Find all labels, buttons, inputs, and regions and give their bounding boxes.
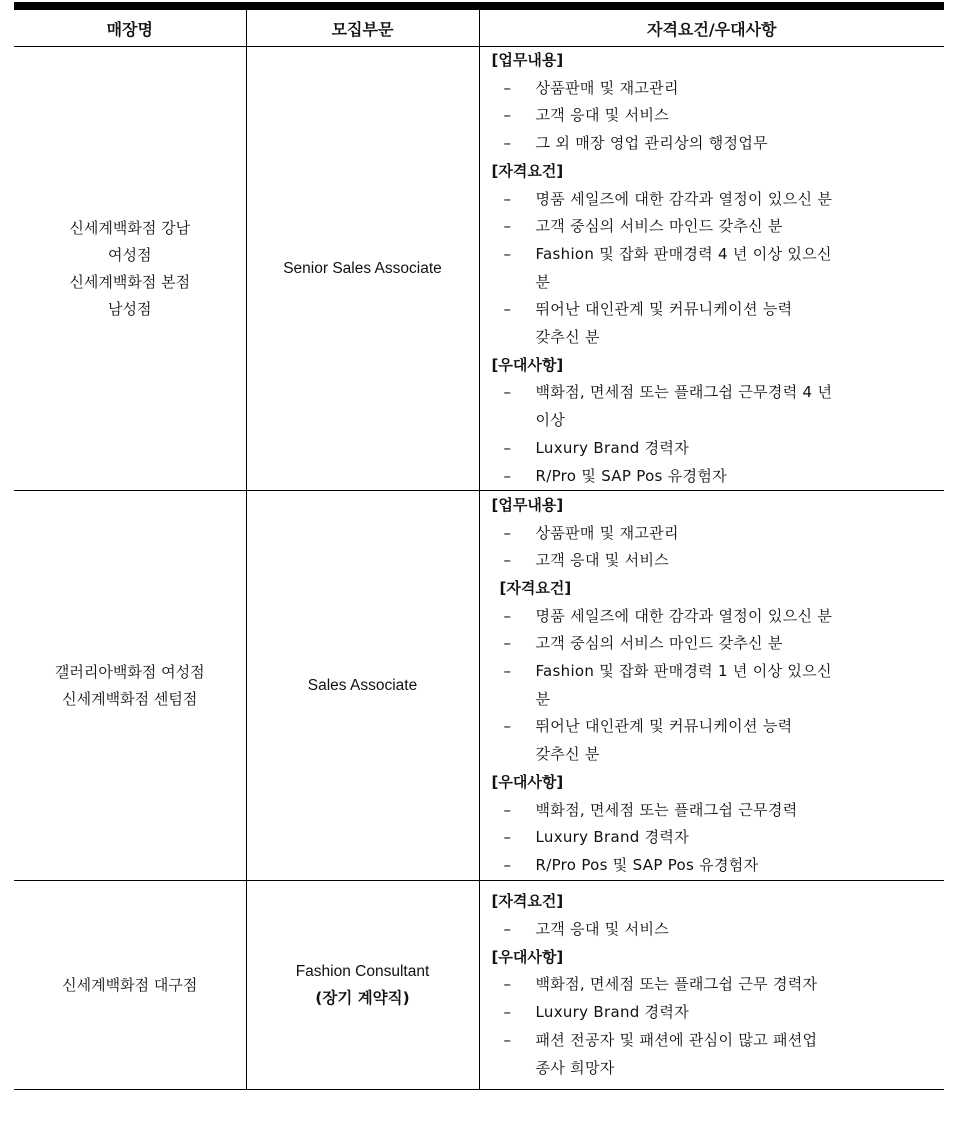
requirement-item (492, 999, 945, 1027)
position-title: Fashion Consultant (295, 963, 430, 981)
store-name-line: 신세계백화점 센텀점 (62, 689, 198, 708)
requirement-text: Luxury Brand 경력자 (535, 828, 690, 847)
requirement-text: R/Pro 및 SAP Pos 유경험자 (535, 466, 727, 485)
dash-bullet: – (503, 244, 512, 263)
store-name-line: 남성점 (108, 299, 152, 318)
position-subtitle: (장기 계약직) (315, 989, 410, 1008)
requirement-item (492, 296, 945, 351)
recruitment-sheet (14, 0, 944, 1090)
dash-bullet: – (503, 466, 512, 485)
store-cell (14, 47, 246, 491)
dash-bullet: – (503, 551, 512, 570)
recruitment-table (14, 8, 944, 1090)
requirement-text: Fashion 및 잡화 판매경력 1 년 이상 있으신 (535, 662, 832, 681)
store-name-line: 신세계백화점 본점 (69, 272, 191, 291)
requirement-text: Luxury Brand 경력자 (535, 1003, 690, 1022)
requirement-text: 고객 중심의 서비스 마인드 갖추신 분 (535, 634, 783, 653)
requirement-item (492, 916, 945, 944)
dash-bullet: – (503, 634, 512, 653)
section-title: [업무내용] (491, 495, 564, 514)
requirement-item (492, 630, 945, 658)
dash-bullet: – (503, 134, 512, 153)
dash-bullet: – (503, 217, 512, 236)
dash-bullet: – (503, 1003, 512, 1022)
dash-bullet: – (503, 919, 512, 938)
requirement-text: Luxury Brand 경력자 (535, 438, 690, 457)
requirement-text: 상품판매 및 재고관리 (535, 78, 679, 97)
requirement-text: Fashion 및 잡화 판매경력 4 년 이상 있으신 (535, 244, 832, 263)
store-name-line: 신세계백화점 강남 (69, 218, 191, 237)
requirement-item (492, 130, 945, 158)
header-requirements: 자격요건/우대사항 (479, 9, 944, 47)
section-title: [자격요건] (491, 892, 564, 911)
requirement-item (492, 971, 945, 999)
dash-bullet: – (503, 438, 512, 457)
requirement-text: 패션 전공자 및 패션에 관심이 많고 패션업 (535, 1030, 818, 1049)
requirement-text: 이상 (535, 411, 566, 430)
dash-bullet: – (503, 800, 512, 819)
requirement-text: 갖추신 분 (535, 745, 600, 764)
requirement-item (492, 603, 945, 631)
dash-bullet: – (503, 662, 512, 681)
dash-bullet: – (503, 717, 512, 736)
table-row (14, 47, 944, 491)
store-name-line: 갤러리아백화점 여성점 (54, 662, 205, 681)
requirement-item (492, 797, 945, 825)
requirement-text: 분 (535, 689, 551, 708)
requirement-item (492, 102, 945, 130)
requirements-cell (479, 881, 944, 1090)
dash-bullet: – (503, 828, 512, 847)
section-title: [자격요건] (491, 161, 564, 180)
requirement-text: 명품 세일즈에 대한 감각과 열정이 있으신 분 (535, 606, 833, 625)
requirement-text: 고객 응대 및 서비스 (535, 106, 670, 125)
header-position: 모집부문 (246, 9, 479, 47)
requirement-item (492, 824, 945, 852)
requirement-text: 뛰어난 대인관계 및 커뮤니케이션 능력 (535, 717, 793, 736)
dash-bullet: – (503, 106, 512, 125)
requirement-text: 명품 세일즈에 대한 감각과 열정이 있으신 분 (535, 189, 833, 208)
position-title: Senior Sales Associate (283, 260, 442, 278)
header-row (14, 9, 944, 47)
section-title: [우대사항] (491, 355, 564, 374)
section-title: [우대사항] (491, 772, 564, 791)
requirement-text: 고객 응대 및 서비스 (535, 919, 670, 938)
store-cell (14, 491, 246, 881)
requirement-item (492, 435, 945, 463)
requirement-text: 뛰어난 대인관계 및 커뮤니케이션 능력 (535, 300, 793, 319)
requirements-cell (479, 47, 944, 491)
dash-bullet: – (503, 78, 512, 97)
requirement-item (492, 1027, 945, 1082)
store-cell (14, 881, 246, 1090)
dash-bullet: – (503, 300, 512, 319)
section-title: [우대사항] (491, 947, 564, 966)
requirement-text: 그 외 매장 영업 관리상의 행정업무 (535, 134, 768, 153)
requirement-text: 종사 희망자 (535, 1058, 615, 1077)
section-title: [자격요건] (499, 578, 572, 597)
requirements-cell (479, 491, 944, 881)
requirement-item (492, 713, 945, 768)
dash-bullet: – (503, 1030, 512, 1049)
requirement-text: 분 (535, 272, 551, 291)
requirement-text: 고객 중심의 서비스 마인드 갖추신 분 (535, 217, 783, 236)
position-cell (246, 47, 479, 491)
requirement-item (492, 75, 945, 103)
dash-bullet: – (503, 855, 512, 874)
requirement-item (492, 520, 945, 548)
requirement-text: 백화점, 면세점 또는 플래그쉽 근무 경력자 (535, 975, 818, 994)
requirement-item (492, 463, 945, 491)
position-cell (246, 881, 479, 1090)
requirement-text: R/Pro Pos 및 SAP Pos 유경험자 (535, 855, 759, 874)
store-name-line: 신세계백화점 대구점 (62, 975, 198, 994)
dash-bullet: – (503, 383, 512, 402)
table-row (14, 881, 944, 1090)
requirement-text: 백화점, 면세점 또는 플래그쉽 근무경력 4 년 (535, 383, 833, 402)
section-title: [업무내용] (491, 51, 564, 69)
requirement-text: 갖추신 분 (535, 328, 600, 347)
requirement-item (492, 213, 945, 241)
requirement-text: 백화점, 면세점 또는 플래그쉽 근무경력 (535, 800, 798, 819)
dash-bullet: – (503, 606, 512, 625)
position-cell (246, 491, 479, 881)
requirement-item (492, 186, 945, 214)
requirement-item (492, 379, 945, 434)
store-name-line: 여성점 (108, 245, 152, 264)
table-row (14, 491, 944, 881)
dash-bullet: – (503, 189, 512, 208)
requirement-text: 상품판매 및 재고관리 (535, 523, 679, 542)
dash-bullet: – (503, 975, 512, 994)
dash-bullet: – (503, 523, 512, 542)
header-store: 매장명 (14, 9, 246, 47)
requirement-item (492, 852, 945, 880)
requirement-text: 고객 응대 및 서비스 (535, 551, 670, 570)
position-title: Sales Associate (307, 677, 418, 695)
requirement-item (492, 241, 945, 296)
requirement-item (492, 658, 945, 713)
requirement-item (492, 547, 945, 575)
